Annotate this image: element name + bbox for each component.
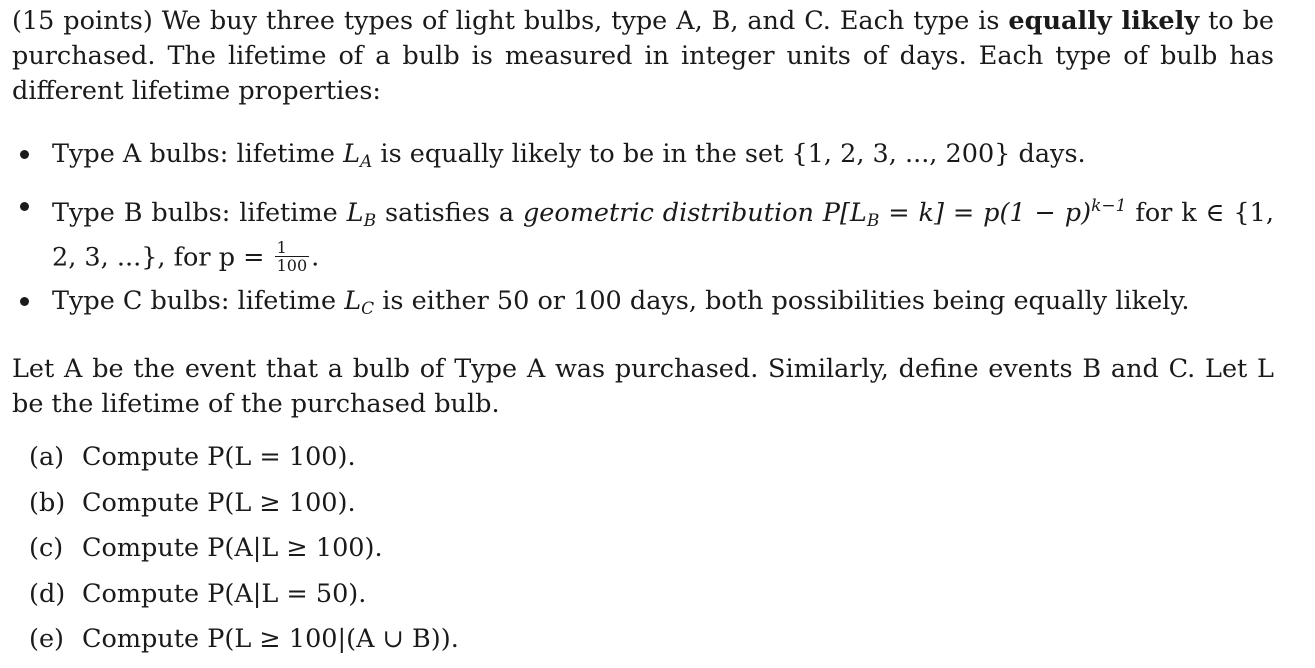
part-a [29,440,1274,486]
bulb-type-list [12,137,1274,327]
part-c [29,531,1274,577]
type-c-var-sub: C [361,299,375,320]
bullet-type-b [52,189,1274,275]
part-e-text: Compute P(L ≥ 100|(A ∪ B)). [82,624,459,655]
formula-post: for k ∈ {1, 2, 3, ...}, for p = [52,198,1274,273]
type-b-lead: Type B bulbs: lifetime [52,198,347,228]
fraction [275,239,310,274]
part-a-tag: (a) [29,442,65,473]
question-parts [12,440,1274,668]
part-b-text: Compute P(L ≥ 100). [82,487,356,518]
distribution-name: geometric distribution [522,198,814,228]
emphasis-text: equally likely [1008,6,1200,36]
type-b-end: . [311,242,320,273]
type-b-var-sub: B [363,211,377,231]
type-b-var: L [346,198,364,228]
part-c-tag: (c) [29,533,64,564]
formula-sub: B [866,211,880,231]
part-d-tag: (d) [29,578,66,609]
fraction-denominator: 100 [276,256,308,275]
problem-document [12,4,1274,668]
type-a-desc: is equally likely to be in the set {1, 2, 3, ..., 200} days. [372,139,1086,169]
bullet-type-c [52,284,1274,327]
formula-mid: = k] = p(1 − p) [879,198,1092,228]
part-b-tag: (b) [29,487,66,518]
points-label: (15 points) [12,6,153,36]
part-c-text: Compute P(A|L ≥ 100). [82,533,383,564]
part-e [29,622,1274,668]
part-d-text: Compute P(A|L = 50). [82,578,367,609]
part-b [29,486,1274,532]
type-b-mid: satisfies a [376,198,523,228]
part-e-tag: (e) [29,624,64,655]
formula-exponent: k−1 [1091,196,1127,216]
formula-pre: P[L [813,198,867,228]
part-d [29,577,1274,623]
intro-text-2: to be purchased. The lifetime of a bulb is measured in integer units of days. Each type of bulb has different lifetime properties: [12,6,1274,106]
definition-paragraph: Let A be the event that a bulb of Type A was purchased. Similarly, define events B and C. Let L be the lifetime of the purchased bulb. [12,354,1274,420]
type-c-desc: is either 50 or 100 days, both possibilities being equally likely. [374,286,1190,317]
type-c-lead: Type C bulbs: lifetime [52,286,345,317]
type-a-var-sub: A [360,152,373,172]
intro-paragraph [12,4,1274,109]
type-a-var: L [343,139,361,169]
fraction-numerator: 1 [275,239,310,257]
bullet-type-a [52,137,1274,180]
type-c-var: L [344,286,362,317]
type-a-lead: Type A bulbs: lifetime [52,139,344,169]
part-a-text: Compute P(L = 100). [82,442,356,473]
intro-text-1: We buy three types of light bulbs, type A, B, and C. Each type is [152,6,1009,36]
